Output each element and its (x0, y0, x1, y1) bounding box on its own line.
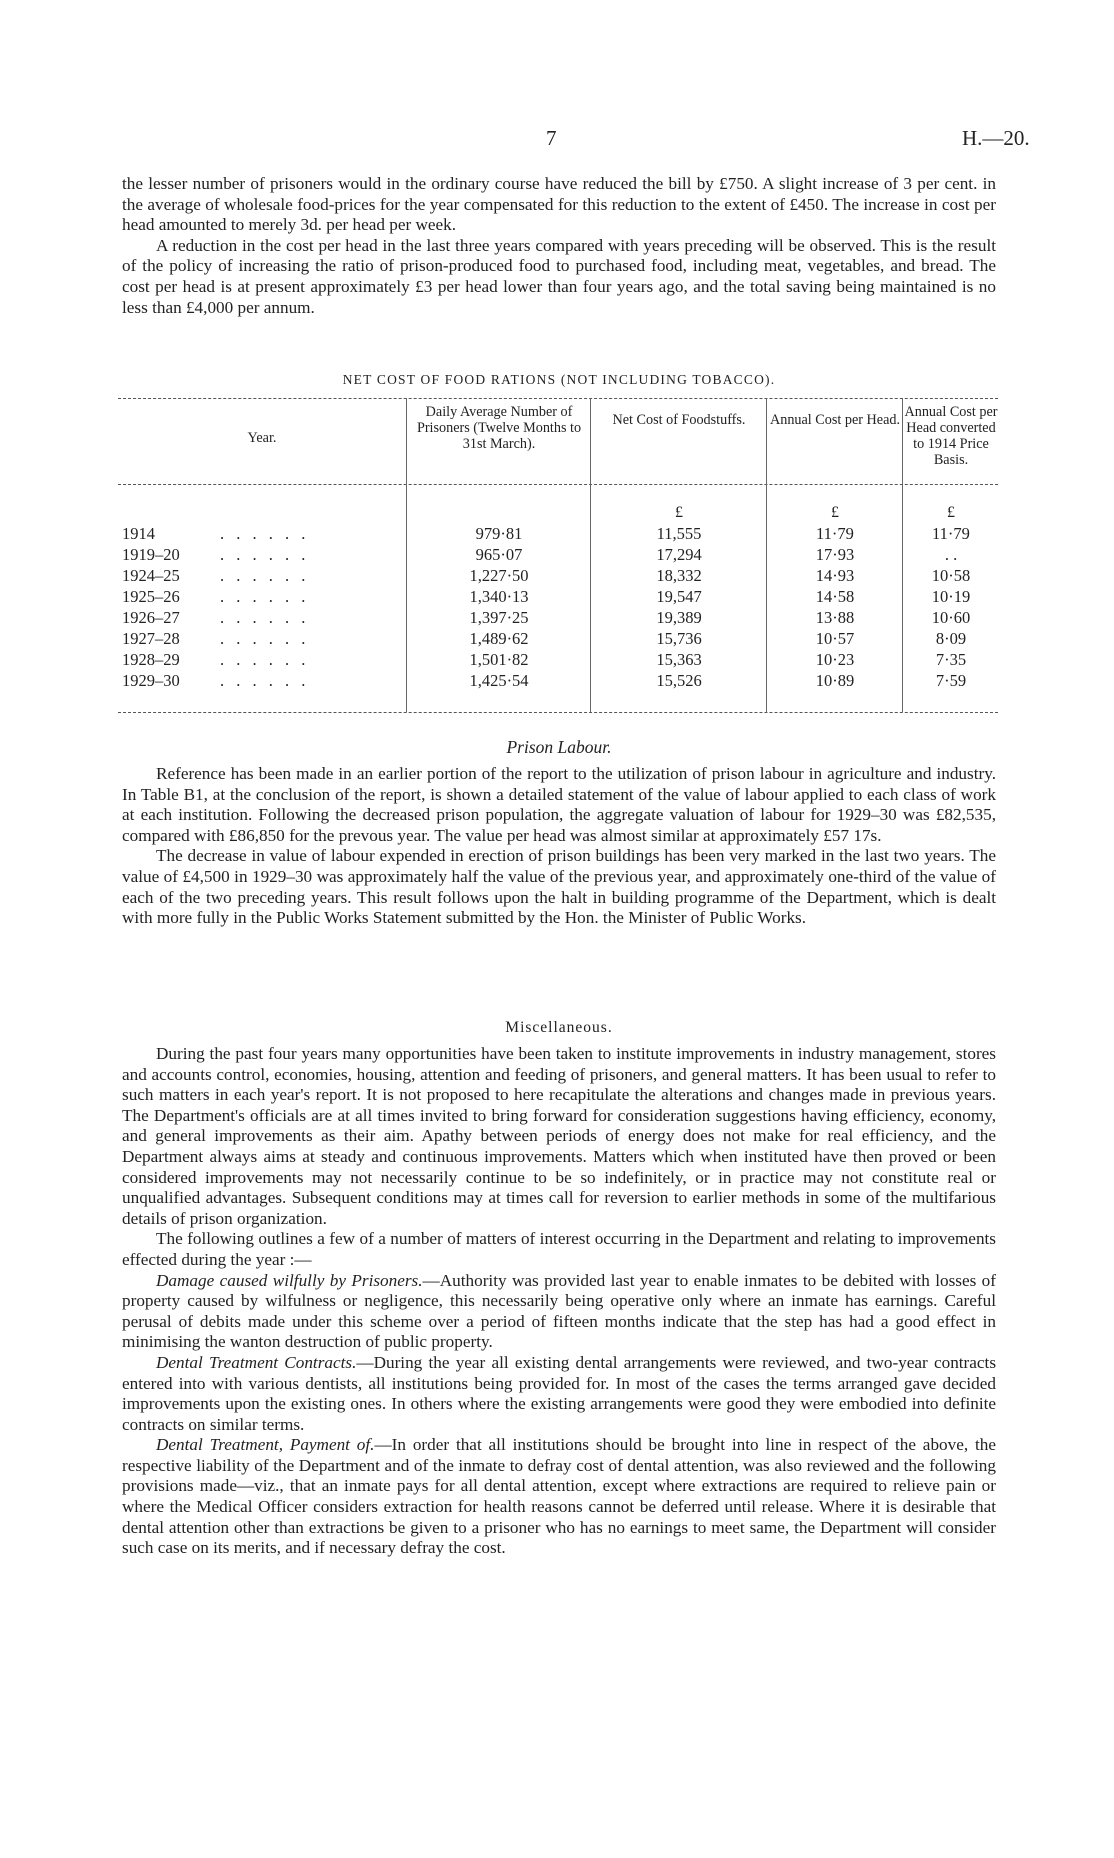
cell-year: 1926–27 (122, 608, 180, 627)
intro-text (122, 174, 996, 318)
cell-dots: . . . . . . (220, 608, 310, 627)
item-separator: — (422, 1270, 440, 1290)
header-daily-average: Daily Average Number of Prisoners (Twelve Months to 31st March). (416, 404, 582, 452)
miscellaneous-text (122, 1044, 996, 1559)
cell-adjusted-cost: 7·59 (935, 671, 967, 690)
cell-year: 1924–25 (122, 566, 180, 585)
cell-daily-average: 1,397·25 (469, 608, 529, 627)
cell-adjusted-cost: . . (944, 545, 958, 564)
cell-dots: . . . . . . (220, 587, 310, 606)
cell-dots: . . . . . . (220, 671, 310, 690)
table-row (118, 671, 998, 693)
cell-dots: . . . . . . (220, 629, 310, 648)
intro-paragraph-2: A reduction in the cost per head in the last three years compared with years preceding will be observed. This is the result of the policy of increasing the ratio of prison-produced food to purchased food, including meat, vegetables, and bread. The cost per head is at present approximately £3 per head lower than four years ago, and the total saving being maintained is no less than £4,000 per annum. (122, 235, 996, 317)
cell-adjusted-cost: 10·19 (931, 587, 971, 606)
prison-labour-heading: Prison Labour. (506, 737, 612, 757)
item-dental-payment (122, 1435, 996, 1559)
cell-adjusted-cost: 10·60 (931, 608, 971, 627)
item-text: During the year all existing dental arrangements were reviewed, and two-year contracts entered into with various dentists, all institutions being provided for. In most of the cases the terms arranged gave decided improvements upon the existing ones. In others where the existing arrangements were good they were embodied into definite contracts on similar terms. (122, 1352, 997, 1434)
cell-daily-average: 1,425·54 (469, 671, 529, 690)
item-title: Damage caused wilfully by Prisoners. (156, 1270, 423, 1290)
table-row (118, 608, 998, 630)
food-cost-table (118, 398, 998, 716)
cell-daily-average: 1,340·13 (469, 587, 529, 606)
header-year: Year. (247, 430, 277, 446)
header-net-cost: Net Cost of Foodstuffs. (612, 412, 746, 428)
cell-daily-average: 1,489·62 (469, 629, 529, 648)
unit-annual-cost: £ (831, 504, 839, 521)
table-rule-top (118, 398, 998, 399)
miscellaneous-paragraph-1: During the past four years many opportunities have been taken to institute improvements in industry management, stores and accounts control, economies, housing, attention and feeding of prisoners, and general matters. It has been usual to refer to such matters in each year's report. It is not proposed to here recapitulate the alterations and changes made in previous years. The Department's officials are at all times invited to bring forward for consideration suggestions having efficiency, economy, and general improvements as their aim. Apathy between periods of energy does not make for real efficiency, and the Department always aims at steady and continuous improvements. Matters which when instituted have then proved or been considered improvements may not necessarily continue to be so indefinitely, or in practice may not constitute real or unqualified advantages. Subsequent conditions may at times call for reversion to earlier methods in some of the multifarious details of prison organization. (122, 1044, 996, 1228)
table-caption: NET COST OF FOOD RATIONS (NOT INCLUDING TOBACCO). (342, 372, 776, 387)
cell-annual-cost: 17·93 (815, 545, 855, 564)
cell-year: 1929–30 (122, 671, 180, 690)
item-text: In order that all institutions should be brought into line in respect of the above, the respective liability of the Department and of the inmate to defray cost of dental attention, was also reviewed and the following provisions made—viz., that an inmate pays for all dental attention, except where extractions are required to relieve pain or where the Medical Officer considers extraction for health reasons cannot be deferred until release. Where it is desirable that dental attention other than extractions be given to a prisoner who has no earnings to meet same, the Department will consider such case on its merits, and if necessary defray the cost. (122, 1435, 996, 1558)
cell-dots: . . . . . . (220, 650, 310, 669)
cell-annual-cost: 13·88 (815, 608, 855, 627)
cell-annual-cost: 14·93 (815, 566, 855, 585)
miscellaneous-heading: Miscellaneous. (505, 1019, 613, 1036)
cell-year: 1919–20 (122, 545, 180, 564)
item-text: Authority was provided last year to enable inmates to be debited with losses of property caused by wilfulness or negligence, this necessarily being operative only where an inmate has earnings. Careful perusal of debits made under this scheme over a period of fifteen months indicate that the step has had a good effect in minimising the wanton destruction of public property. (122, 1270, 996, 1352)
item-damage (122, 1271, 996, 1353)
table-row (118, 587, 998, 609)
cell-year: 1927–28 (122, 629, 180, 648)
miscellaneous-paragraph-2: The following outlines a few of a number of matters of interest occurring in the Department and relating to improvements effected during the year :— (122, 1229, 996, 1269)
cell-year: 1914 (122, 524, 155, 543)
table-rule-bottom (118, 712, 998, 713)
table-row (118, 545, 998, 567)
cell-net-cost: 11,555 (656, 524, 702, 543)
cell-daily-average: 965·07 (475, 545, 523, 564)
cell-net-cost: 17,294 (656, 545, 702, 564)
cell-adjusted-cost: 11·79 (932, 524, 970, 543)
cell-net-cost: 19,547 (656, 587, 702, 606)
header-adjusted-cost: Annual Cost per Head converted to 1914 Price Basis. (904, 404, 998, 468)
cell-adjusted-cost: 10·58 (931, 566, 971, 585)
cell-annual-cost: 14·58 (815, 587, 855, 606)
table-row (118, 629, 998, 651)
table-row (118, 524, 998, 546)
cell-daily-average: 1,501·82 (469, 650, 529, 669)
cell-net-cost: 15,736 (656, 629, 702, 648)
cell-annual-cost: 10·23 (815, 650, 855, 669)
prison-labour-paragraph-1: Reference has been made in an earlier portion of the report to the utilization of prison labour in agriculture and industry. In Table B1, at the conclusion of the report, is shown a detailed statement of the value of labour applied to each class of work at each institution. Following the decreased prison population, the aggregate valuation of labour for 1929–30 was £82,535, compared with £86,850 for the prevous year. The value per head was almost similar at approximately £57 17s. (122, 764, 996, 845)
item-separator: — (356, 1352, 374, 1372)
cell-dots: . . . . . . (220, 524, 310, 543)
unit-net-cost: £ (675, 504, 683, 521)
item-title: Dental Treatment, Payment of. (156, 1435, 375, 1455)
prison-labour-paragraph-2: The decrease in value of labour expended in erection of prison buildings has been very marked in the last two years. The value of £4,500 in 1929–30 was approximately half the value of the previous year, and approximately one-third of the value of each of the two preceding years. This result follows upon the halt in building programme of the Department, which is dealt with more fully in the Public Works Statement submitted by the Hon. the Minister of Public Works. (122, 846, 996, 928)
cell-dots: . . . . . . (220, 566, 310, 585)
cell-adjusted-cost: 8·09 (935, 629, 967, 648)
header-annual-cost: Annual Cost per Head. (769, 412, 901, 428)
cell-annual-cost: 10·57 (815, 629, 855, 648)
cell-net-cost: 19,389 (656, 608, 702, 627)
table-rule-header (118, 484, 998, 485)
cell-year: 1928–29 (122, 650, 180, 669)
cell-year: 1925–26 (122, 587, 180, 606)
cell-net-cost: 15,363 (656, 650, 702, 669)
table-row (118, 650, 998, 672)
prison-labour-text (122, 764, 996, 929)
cell-annual-cost: 11·79 (816, 524, 854, 543)
item-separator: — (374, 1435, 392, 1455)
item-dental-contracts (122, 1353, 996, 1435)
cell-daily-average: 979·81 (475, 524, 523, 543)
cell-annual-cost: 10·89 (815, 671, 855, 690)
item-title: Dental Treatment Contracts. (156, 1352, 357, 1372)
cell-dots: . . . . . . (220, 545, 310, 564)
cell-adjusted-cost: 7·35 (935, 650, 967, 669)
cell-daily-average: 1,227·50 (469, 566, 529, 585)
document-reference: H.—20. (962, 126, 1030, 150)
intro-paragraph-1: the lesser number of prisoners would in the ordinary course have reduced the bill by £750. A slight increase of 3 per cent. in the average of wholesale food-prices for the year compensated for this reduction to the extent of £450. The increase in cost per head amounted to merely 3d. per head per week. (122, 174, 996, 235)
page-number: 7 (546, 126, 557, 150)
unit-adjusted-cost: £ (947, 504, 955, 521)
table-row (118, 566, 998, 588)
cell-net-cost: 15,526 (656, 671, 702, 690)
cell-net-cost: 18,332 (656, 566, 702, 585)
